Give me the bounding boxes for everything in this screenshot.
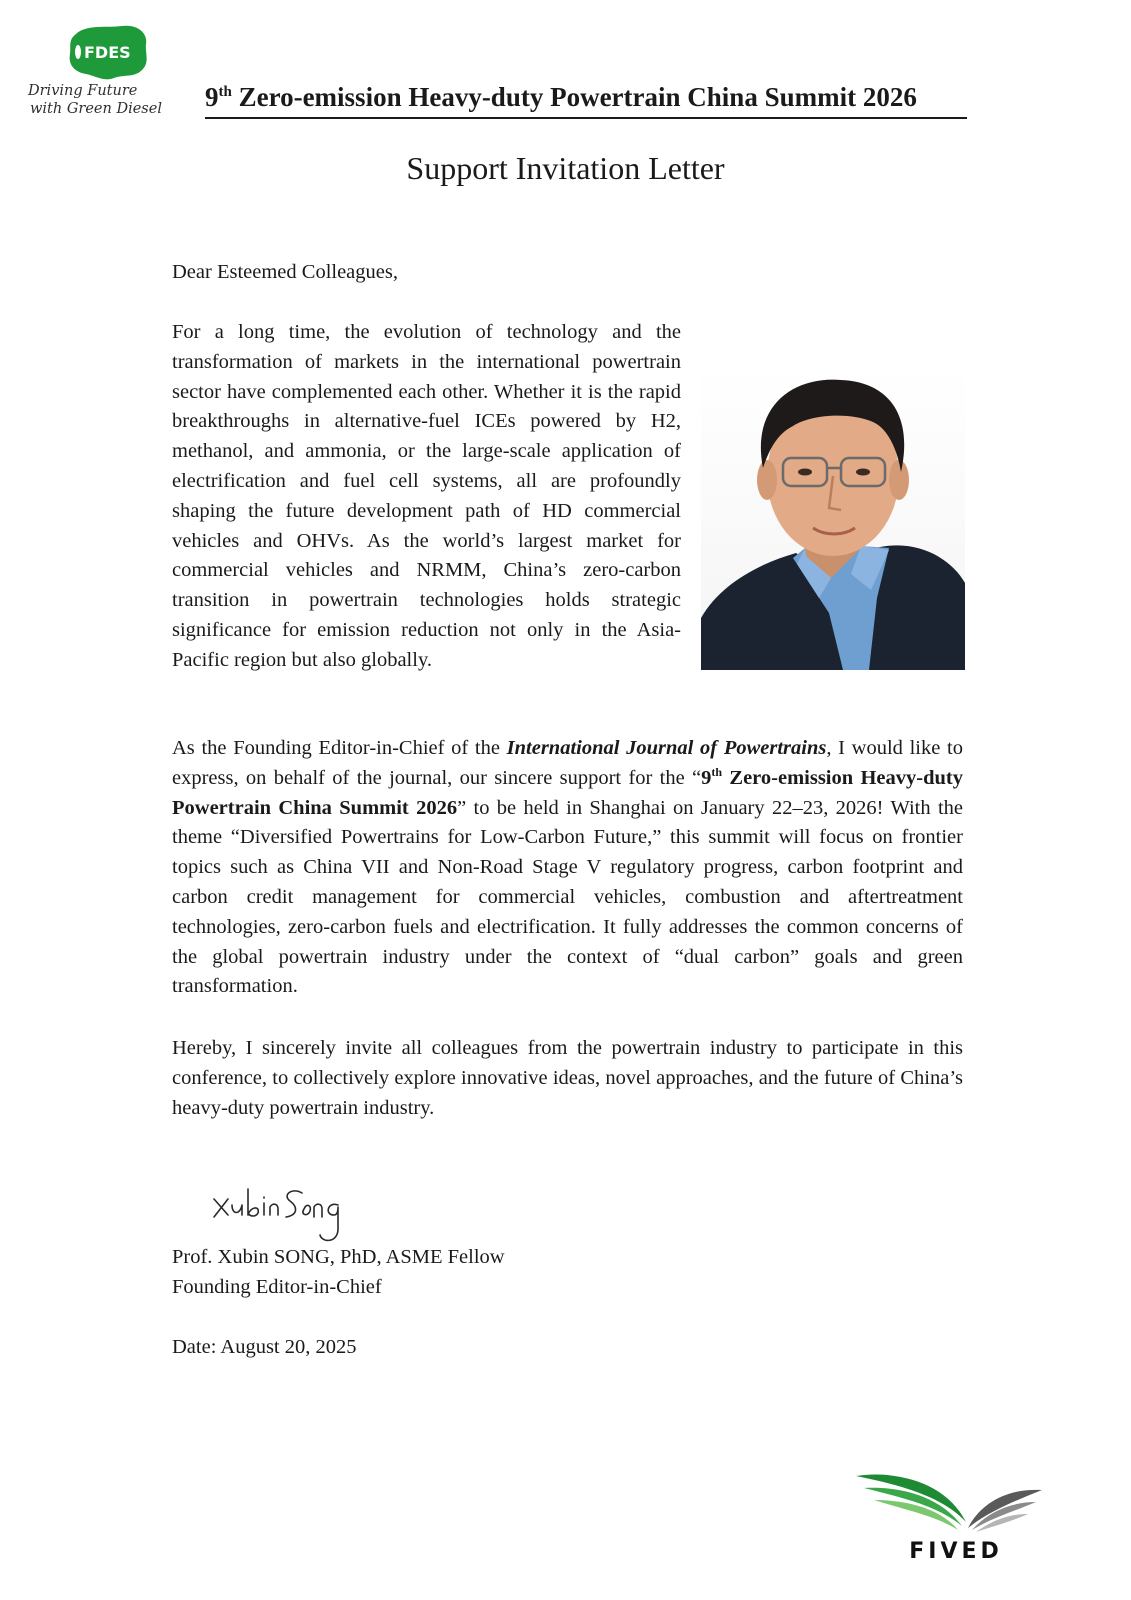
signatory-name: Prof. Xubin SONG, PhD, ASME Fellow: [172, 1246, 505, 1268]
tagline-line-1: Driving Future: [28, 83, 138, 99]
svg-text:FIVED: FIVED: [909, 1539, 1003, 1562]
salutation: Dear Esteemed Colleagues,: [172, 261, 398, 283]
tagline-line-2: with Green Diesel: [30, 101, 162, 117]
svg-text:FDES: FDES: [84, 43, 131, 62]
handwritten-signature: [210, 1185, 350, 1247]
para2-text-3: ” to be held in Shanghai on January 22–23, 2026! With the theme “Diversified Powertrains for Low-Carbon Future,” this summit will focus on frontier topics such as China VII and Non-Road Stage V regulatory progress, carbon footprint and carbon credit management for commercial vehicles, combustion and aftertreatment technologies, zero-carbon fuels and electrification. It fully addresses the common concerns of the global powertrain industry under the context of “dual carbon” goals and green transformation.: [172, 796, 964, 998]
signatory-title: Founding Editor-in-Chief: [172, 1276, 382, 1298]
para2-text-2: , I would like to express, on behalf of the journal, our sincere support for the “: [172, 737, 963, 789]
portrait-photo: [701, 368, 965, 670]
summit-ordinal-suffix: th: [218, 84, 232, 100]
summit-ordinal-suffix-inline: th: [711, 764, 723, 779]
fdes-tagline: [28, 82, 198, 118]
letter-date: Date: August 20, 2025: [172, 1336, 357, 1358]
journal-name: International Journal of Powertrains: [506, 737, 827, 759]
journal-name-italic: [507, 737, 827, 759]
summit-ordinal: 9: [205, 82, 219, 112]
summit-name-inline: Zero-emission Heavy-duty Powertrain China Summit 2026: [172, 766, 963, 819]
summit-title: [205, 80, 967, 119]
para2-text-1: As the Founding Editor-in-Chief of the: [172, 737, 507, 759]
fived-logo: [856, 1472, 1056, 1562]
summit-ordinal-inline: 9: [701, 766, 712, 789]
letter-title: Support Invitation Letter: [406, 150, 725, 186]
paragraph-2: [172, 734, 963, 1002]
summit-name: Zero-emission Heavy-duty Powertrain China Summit 2026: [238, 82, 917, 112]
paragraph-1: For a long time, the evolution of technology and the transformation of markets in the international powertrain sector have complemented each other. Whether it is the rapid breakthroughs in alternative-fuel ICEs powered by H2, methanol, and ammonia, or the large-scale application of electrification and fuel cell systems, all are profoundly shaping the future development path of HD commercial vehicles and OHVs. As the world’s largest market for commercial vehicles and NRMM, China’s zero-carbon transition in powertrain technologies holds strategic significance for emission reduction not only in the Asia-Pacific region but also globally.: [172, 321, 681, 671]
fdes-logo: [66, 24, 150, 82]
paragraph-3: Hereby, I sincerely invite all colleagues from the powertrain industry to participate in this conference, to collectively explore innovative ideas, novel approaches, and the future of China’s heavy-duty powertrain industry.: [172, 1037, 963, 1119]
